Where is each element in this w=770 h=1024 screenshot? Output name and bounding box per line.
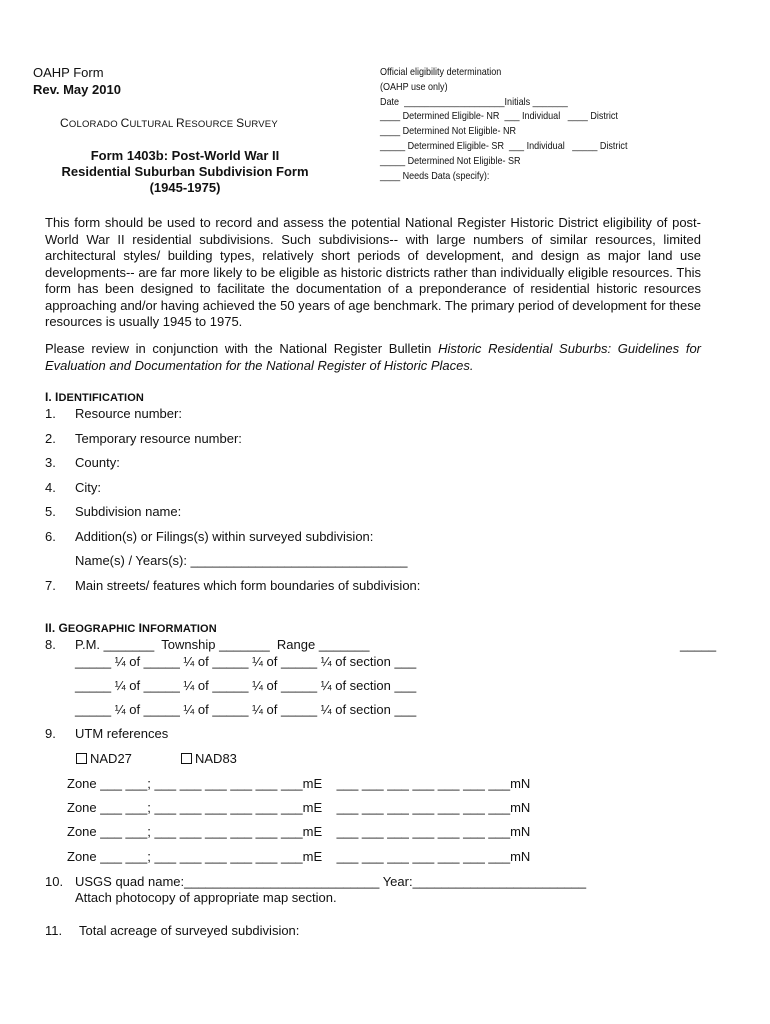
- quarter-section-line[interactable]: _____ ¼ of _____ ¼ of _____ ¼ of _____ ¼ of section ___: [75, 654, 417, 669]
- item-number: 2.: [45, 431, 56, 446]
- subdivision-name-field[interactable]: Subdivision name:: [75, 504, 182, 519]
- official-line-7: _____ Determined Not Eligible- SR: [380, 155, 521, 167]
- official-line-5: ____ Determined Not Eligible- NR: [380, 125, 517, 137]
- section-identification-heading: I. IDENTIFICATION: [45, 390, 144, 404]
- item-number: 11.: [45, 923, 63, 938]
- form-title: Form 1403b: Post-World War II Residential Suburban Subdivision Form (1945-1975): [61, 148, 309, 195]
- official-line-8: ____ Needs Data (specify):: [380, 170, 490, 182]
- official-line-6: _____ Determined Eligible- SR ___ Individual _____ District: [380, 140, 628, 152]
- item-number: 7.: [45, 578, 56, 593]
- nad27-checkbox[interactable]: NAD27: [76, 751, 132, 766]
- official-line-1: Official eligibility determination: [380, 66, 502, 78]
- revision-date: Rev. May 2010: [33, 82, 121, 97]
- item-number: 1.: [45, 406, 56, 421]
- item-number: 5.: [45, 504, 56, 519]
- names-years-field[interactable]: Name(s) / Years(s): ______________________________: [75, 553, 408, 568]
- item-number: 6.: [45, 529, 56, 544]
- form-label: OAHP Form: [33, 65, 104, 80]
- pm-township-range-field[interactable]: P.M. _______ Township _______ Range _______: [75, 637, 370, 652]
- official-line-4: ____ Determined Eligible- NR ___ Individual ____ District: [380, 110, 618, 122]
- main-streets-field[interactable]: Main streets/ features which form boundaries of subdivision:: [75, 578, 421, 593]
- utm-zone-line[interactable]: Zone ___ ___; ___ ___ ___ ___ ___ ___mE ___ ___ ___ ___ ___ ___ ___mN: [67, 800, 531, 815]
- quarter-section-line[interactable]: _____ ¼ of _____ ¼ of _____ ¼ of _____ ¼ of section ___: [75, 702, 417, 717]
- section-geographic-heading: II. GEOGRAPHIC INFORMATION: [45, 621, 217, 635]
- item-number: 10.: [45, 874, 64, 889]
- county-field[interactable]: County:: [75, 455, 120, 470]
- utm-zone-line[interactable]: Zone ___ ___; ___ ___ ___ ___ ___ ___mE ___ ___ ___ ___ ___ ___ ___mN: [67, 824, 531, 839]
- attach-photocopy-note: Attach photocopy of appropriate map section.: [75, 890, 337, 905]
- temporary-resource-number-field[interactable]: Temporary resource number:: [75, 431, 242, 446]
- trailing-blank[interactable]: _____: [680, 637, 717, 652]
- item-number: 4.: [45, 480, 56, 495]
- additions-field[interactable]: Addition(s) or Filings(s) within surveyed subdivision:: [75, 529, 374, 544]
- utm-references-label: UTM references: [75, 726, 169, 741]
- utm-zone-line[interactable]: Zone ___ ___; ___ ___ ___ ___ ___ ___mE ___ ___ ___ ___ ___ ___ ___mN: [67, 849, 531, 864]
- intro-paragraph: This form should be used to record and assess the potential National Register Historic District eligibility of post-World War II residential subdivisions. Such subdivisions-- with large numbers of similar resources, limited architectural styles/ building types, relatively short periods of development, and design as major land use developments-- are far more likely to be eligible as historic districts rather than individually eligible resources. This form has been designed to facilitate the documentation of a preponderance of residential historic resources approaching and/or having achieved the 50 years of age benchmark. The primary period of development for these resources is usually 1945 to 1975.: [45, 215, 701, 329]
- usgs-quad-field[interactable]: USGS quad name:___________________________ Year:________________________: [75, 874, 587, 889]
- item-number: 8.: [45, 637, 56, 652]
- official-line-3: Date ____________________Initials _______: [380, 96, 568, 108]
- quarter-section-line[interactable]: _____ ¼ of _____ ¼ of _____ ¼ of _____ ¼ of section ___: [75, 678, 417, 693]
- resource-number-field[interactable]: Resource number:: [75, 406, 182, 421]
- review-paragraph: Please review in conjunction with the National Register Bulletin Historic Residential Suburbs: Guidelines for Evaluation and Documentation for the National Register of Historic Places.: [45, 341, 701, 373]
- item-number: 9.: [45, 726, 56, 741]
- total-acreage-field[interactable]: Total acreage of surveyed subdivision:: [79, 923, 300, 938]
- nad83-checkbox[interactable]: NAD83: [181, 751, 237, 766]
- city-field[interactable]: City:: [75, 480, 101, 495]
- item-number: 3.: [45, 455, 56, 470]
- agency-name: COLORADO CULTURAL RESOURCE SURVEY: [60, 116, 278, 130]
- official-line-2: (OAHP use only): [380, 81, 448, 93]
- utm-zone-line[interactable]: Zone ___ ___; ___ ___ ___ ___ ___ ___mE ___ ___ ___ ___ ___ ___ ___mN: [67, 776, 531, 791]
